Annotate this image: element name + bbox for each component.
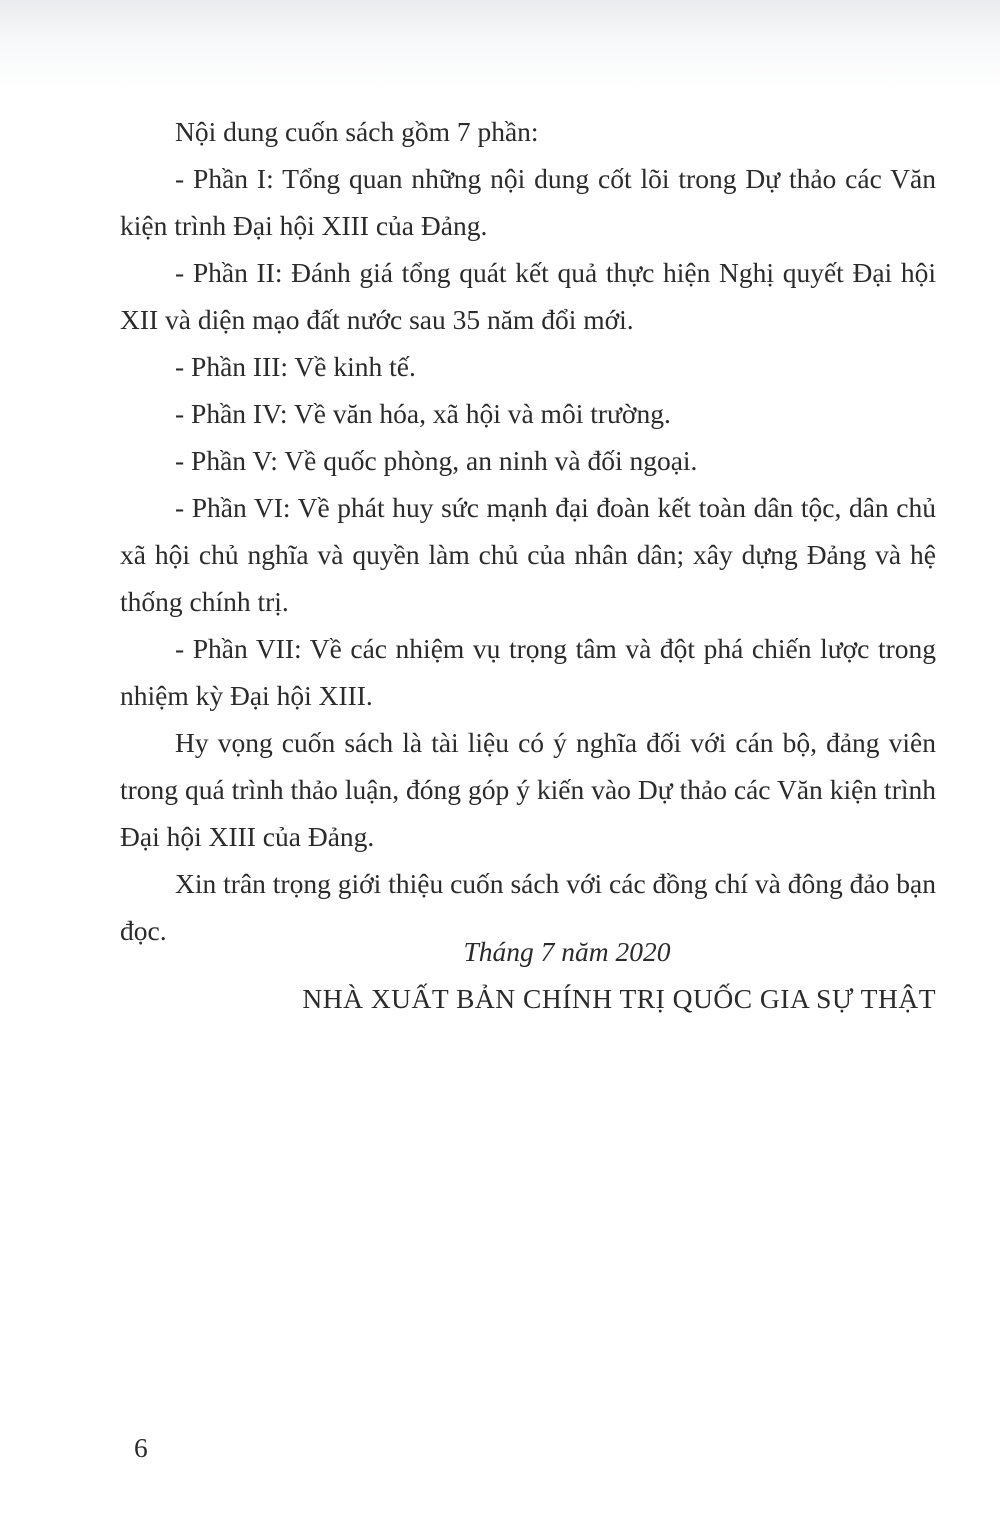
part-6-paragraph: - Phần VI: Về phát huy sức mạnh đại đoàn kết toàn dân tộc, dân chủ xã hội chủ nghĩa và quyền làm chủ của nhân dân; xây dựng Đảng và hệ thống chính trị. bbox=[120, 492, 936, 617]
intro-paragraph: Nội dung cuốn sách gồm 7 phần: bbox=[175, 116, 539, 147]
part-2-paragraph: - Phần II: Đánh giá tổng quát kết quả thực hiện Nghị quyết Đại hội XII và diện mạo đất nước sau 35 năm đổi mới. bbox=[120, 257, 936, 335]
introduction-closing-paragraph: Xin trân trọng giới thiệu cuốn sách với các đồng chí và đông đảo bạn đọc. bbox=[120, 868, 936, 946]
part-5-paragraph: - Phần V: Về quốc phòng, an ninh và đối ngoại. bbox=[175, 445, 698, 476]
part-7-paragraph: - Phần VII: Về các nhiệm vụ trọng tâm và đột phá chiến lược trong nhiệm kỳ Đại hội XIII. bbox=[120, 633, 936, 711]
part-4-paragraph: - Phần IV: Về văn hóa, xã hội và môi trường. bbox=[175, 398, 671, 429]
part-3-paragraph: - Phần III: Về kinh tế. bbox=[175, 351, 416, 382]
page-number: 6 bbox=[134, 1432, 148, 1463]
publisher-name: NHÀ XUẤT BẢN CHÍNH TRỊ QUỐC GIA SỰ THẬT bbox=[302, 983, 936, 1014]
hope-paragraph: Hy vọng cuốn sách là tài liệu có ý nghĩa đối với cán bộ, đảng viên trong quá trình thảo luận, đóng góp ý kiến vào Dự thảo các Văn kiện trình Đại hội XIII của Đảng. bbox=[120, 727, 936, 852]
page-content bbox=[120, 108, 936, 1014]
part-1-paragraph: - Phần I: Tổng quan những nội dung cốt lõi trong Dự thảo các Văn kiện trình Đại hội XIII của Đảng. bbox=[120, 163, 936, 241]
closing-date: Tháng 7 năm 2020 bbox=[463, 936, 671, 967]
